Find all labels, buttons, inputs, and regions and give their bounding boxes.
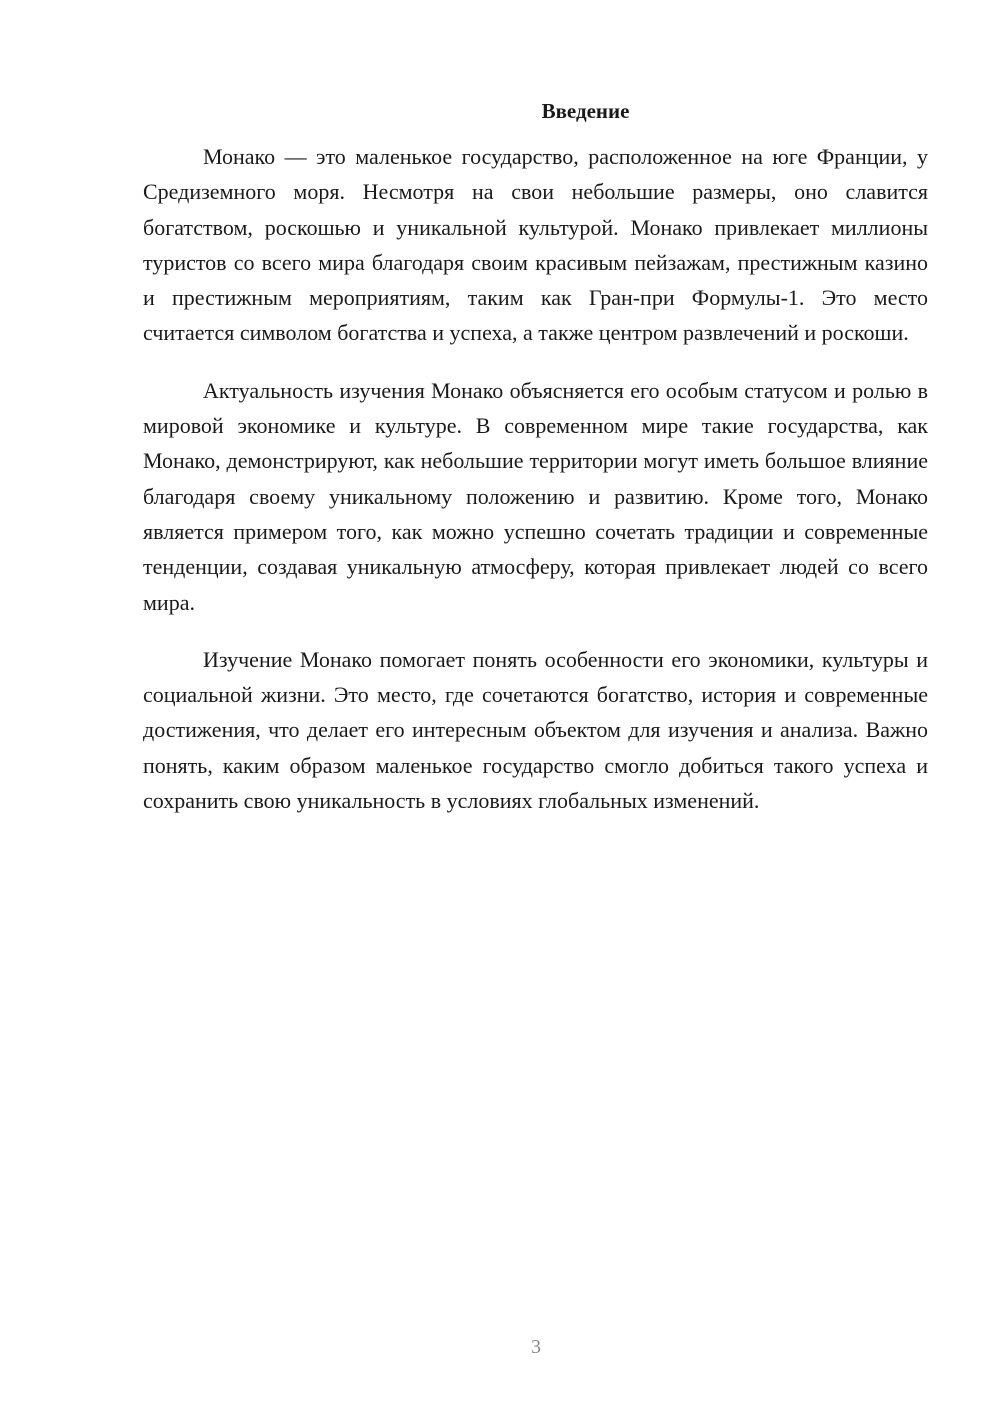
section-heading: Введение (541, 99, 630, 123)
paragraph-1: Монако — это маленькое государство, расположенное на юге Франции, у Средиземного моря. Несмотря на свои небольшие размеры, оно славится богатством, роскошью и уникальной культурой. Монако привлекает миллионы туристов со всего мира благодаря своим красивым пейзажам, престижным казино и престижным мероприятиям, таким как Гран-при Формулы-1. Это место считается символом богатства и успеха, а также центром развлечений и роскоши. (143, 144, 928, 346)
page-content (143, 96, 928, 840)
paragraph-3: Изучение Монако помогает понять особенности его экономики, культуры и социальной жизни. Это место, где сочетаются богатство, история и современные достижения, что делает его интересным объектом для изучения и анализа. Важно понять, каким образом маленькое государство смогло добиться такого успеха и сохранить свою уникальность в условиях глобальных изменений. (143, 646, 928, 814)
page-number: 3 (531, 1336, 541, 1358)
paragraph-2: Актуальность изучения Монако объясняется его особым статусом и ролью в мировой экономике и культуре. В современном мире такие государства, как Монако, демонстрируют, как небольшие территории могут иметь большое влияние благодаря своему уникальному положению и развитию. Кроме того, Монако является примером того, как можно успешно сочетать традиции и современные тенденции, создавая уникальную атмосферу, которая привлекает людей со всего мира. (143, 377, 928, 615)
